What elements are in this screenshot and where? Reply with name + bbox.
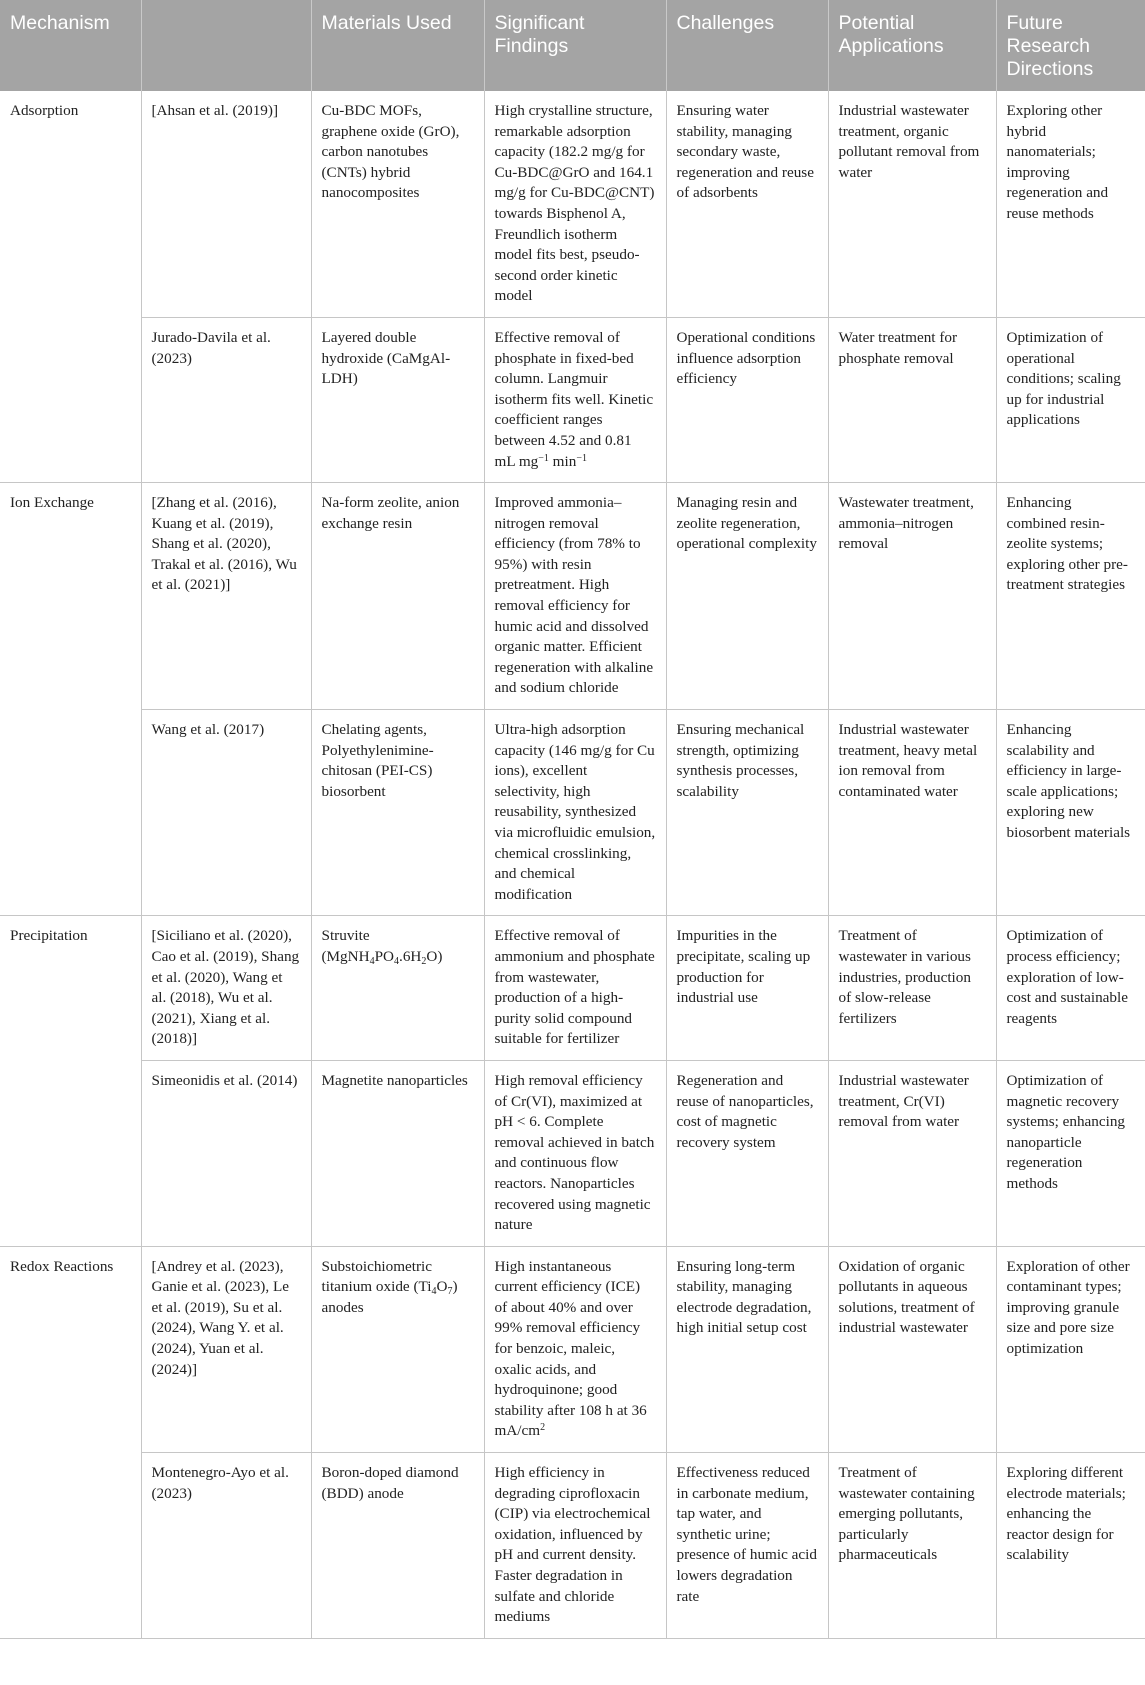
findings-cell: High efficiency in degrading ciprofloxacin (CIP) via electrochemical oxidation, influenced by pH and current density. Faster degradation in sulfate and chloride mediums	[484, 1453, 666, 1639]
findings-text: Effective removal of phosphate in fixed-bed column. Langmuir isotherm fits well. Kinetic coefficient ranges between 4.52 and 0.81 mL mg	[494, 328, 654, 470]
materials-cell: Chelating agents, Polyethylenimine-chitosan (PEI-CS) biosorbent	[311, 710, 484, 916]
findings-text: High instantaneous current efficiency (ICE) of about 40% and over 99% removal efficiency for benzoic, maleic, oxalic acids, and hydroquinone; good stability after 108 h at 36 mA/cm	[494, 1257, 647, 1440]
header-findings: Significant Findings	[484, 0, 666, 91]
applications-cell: Industrial wastewater treatment, Cr(VI) removal from water	[828, 1060, 996, 1246]
reference-cell: Montenegro-Ayo et al. (2023)	[141, 1453, 311, 1639]
header-materials: Materials Used	[311, 0, 484, 91]
table-row	[0, 1060, 1145, 1246]
reference-cell: [Andrey et al. (2023), Ganie et al. (2023), Le et al. (2019), Su et al. (2024), Wang Y. et al. (2024), Yuan et al. (2024)]	[141, 1246, 311, 1452]
findings-cell	[484, 317, 666, 482]
materials-text: .6H	[399, 947, 422, 965]
future-cell: Enhancing scalability and efficiency in large-scale applications; exploring new biosorbent materials	[996, 710, 1145, 916]
findings-cell: Ultra-high adsorption capacity (146 mg/g for Cu ions), excellent selectivity, high reusability, synthesized via microfluidic emulsion, chemical crosslinking, and chemical modification	[484, 710, 666, 916]
materials-cell	[311, 1246, 484, 1452]
materials-cell: Na-form zeolite, anion exchange resin	[311, 483, 484, 710]
subscript: 4	[394, 955, 400, 967]
future-cell: Exploration of other contaminant types; improving granule size and pore size optimization	[996, 1246, 1145, 1452]
applications-cell: Wastewater treatment, ammonia–nitrogen removal	[828, 483, 996, 710]
applications-cell: Oxidation of organic pollutants in aqueous solutions, treatment of industrial wastewater	[828, 1246, 996, 1452]
challenges-cell: Regeneration and reuse of nanoparticles, cost of magnetic recovery system	[666, 1060, 828, 1246]
reference-cell: Jurado-Davila et al. (2023)	[141, 317, 311, 482]
challenges-cell: Effectiveness reduced in carbonate medium, tap water, and synthetic urine; presence of humic acid lowers degradation rate	[666, 1453, 828, 1639]
table-row	[0, 916, 1145, 1061]
findings-cell: High crystalline structure, remarkable adsorption capacity (182.2 mg/g for Cu-BDC@GrO and 164.1 mg/g for Cu-BDC@CNT) towards Bisphenol A, Freundlich isotherm model fits best, pseudo-second order kinetic model	[484, 91, 666, 317]
subscript: 7	[447, 1286, 453, 1298]
superscript: −1	[538, 452, 549, 464]
subscript: 4	[431, 1286, 437, 1298]
future-cell: Optimization of process efficiency; exploration of low-cost and sustainable reagents	[996, 916, 1145, 1061]
future-cell: Optimization of magnetic recovery systems; enhancing nanoparticle regeneration methods	[996, 1060, 1145, 1246]
materials-text: PO	[374, 947, 395, 965]
materials-text: ) anodes	[321, 1278, 458, 1316]
applications-cell: Industrial wastewater treatment, organic pollutant removal from water	[828, 91, 996, 317]
materials-text: Struvite (MgNH	[321, 927, 370, 965]
findings-cell: Improved ammonia–nitrogen removal efficiency (from 78% to 95%) with resin pretreatment. High removal efficiency for humic acid and dissolved organic matter. Efficient regeneration with alkaline and sodium chloride	[484, 483, 666, 710]
mechanism-cell: Redox Reactions	[0, 1246, 141, 1638]
materials-text: O)	[426, 947, 443, 965]
superscript: −1	[576, 452, 587, 464]
table-row	[0, 483, 1145, 710]
mechanism-cell: Adsorption	[0, 91, 141, 483]
findings-text-unit: min	[548, 452, 577, 470]
table-body	[0, 91, 1145, 1638]
header-future: Future Research Directions	[996, 0, 1145, 91]
applications-cell: Water treatment for phosphate removal	[828, 317, 996, 482]
future-cell: Enhancing combined resin-zeolite systems; exploring other pre-treatment strategies	[996, 483, 1145, 710]
materials-text: O	[436, 1278, 448, 1296]
table-header	[0, 0, 1145, 91]
findings-cell: High removal efficiency of Cr(VI), maximized at pH < 6. Complete removal achieved in batch and continuous flow reactors. Nanoparticles recovered using magnetic nature	[484, 1060, 666, 1246]
subscript: 2	[421, 955, 427, 967]
table-row	[0, 1246, 1145, 1452]
applications-cell: Industrial wastewater treatment, heavy metal ion removal from contaminated water	[828, 710, 996, 916]
header-challenges: Challenges	[666, 0, 828, 91]
future-cell: Exploring different electrode materials; enhancing the reactor design for scalability	[996, 1453, 1145, 1639]
challenges-cell: Ensuring water stability, managing secondary waste, regeneration and reuse of adsorbents	[666, 91, 828, 317]
mechanism-cell: Precipitation	[0, 916, 141, 1246]
table-row	[0, 317, 1145, 482]
challenges-cell: Ensuring long-term stability, managing electrode degradation, high initial setup cost	[666, 1246, 828, 1452]
applications-cell: Treatment of wastewater containing emerging pollutants, particularly pharmaceuticals	[828, 1453, 996, 1639]
materials-text: Substoichiometric titanium oxide (Ti	[321, 1257, 433, 1296]
challenges-cell: Impurities in the precipitate, scaling up production for industrial use	[666, 916, 828, 1061]
challenges-cell: Managing resin and zeolite regeneration, operational complexity	[666, 483, 828, 710]
reference-cell: Wang et al. (2017)	[141, 710, 311, 916]
header-mechanism: Mechanism	[0, 0, 141, 91]
future-cell: Optimization of operational conditions; scaling up for industrial applications	[996, 317, 1145, 482]
materials-cell: Magnetite nanoparticles	[311, 1060, 484, 1246]
applications-cell: Treatment of wastewater in various industries, production of slow-release fertilizers	[828, 916, 996, 1061]
reference-cell: [Zhang et al. (2016), Kuang et al. (2019), Shang et al. (2020), Trakal et al. (2016), Wu et al. (2021)]	[141, 483, 311, 710]
future-cell: Exploring other hybrid nanomaterials; improving regeneration and reuse methods	[996, 91, 1145, 317]
materials-cell	[311, 916, 484, 1061]
table-row	[0, 1453, 1145, 1639]
table-row	[0, 91, 1145, 317]
reference-cell: [Siciliano et al. (2020), Cao et al. (2019), Shang et al. (2020), Wang et al. (2018), Wu et al. (2021), Xiang et al. (2018)]	[141, 916, 311, 1061]
table-row	[0, 710, 1145, 916]
reference-cell: [Ahsan et al. (2019)]	[141, 91, 311, 317]
challenges-cell: Ensuring mechanical strength, optimizing synthesis processes, scalability	[666, 710, 828, 916]
materials-cell: Boron-doped diamond (BDD) anode	[311, 1453, 484, 1639]
header-applications: Potential Applications	[828, 0, 996, 91]
header-row	[0, 0, 1145, 91]
superscript: 2	[540, 1422, 546, 1434]
subscript: 4	[369, 955, 375, 967]
materials-cell: Cu-BDC MOFs, graphene oxide (GrO), carbon nanotubes (CNTs) hybrid nanocomposites	[311, 91, 484, 317]
challenges-cell: Operational conditions influence adsorption efficiency	[666, 317, 828, 482]
findings-cell: Effective removal of ammonium and phosphate from wastewater, production of a high-purity solid compound suitable for fertilizer	[484, 916, 666, 1061]
materials-cell: Layered double hydroxide (CaMgAl-LDH)	[311, 317, 484, 482]
findings-cell	[484, 1246, 666, 1452]
reference-cell: Simeonidis et al. (2014)	[141, 1060, 311, 1246]
header-reference	[141, 0, 311, 91]
mechanism-cell: Ion Exchange	[0, 483, 141, 916]
